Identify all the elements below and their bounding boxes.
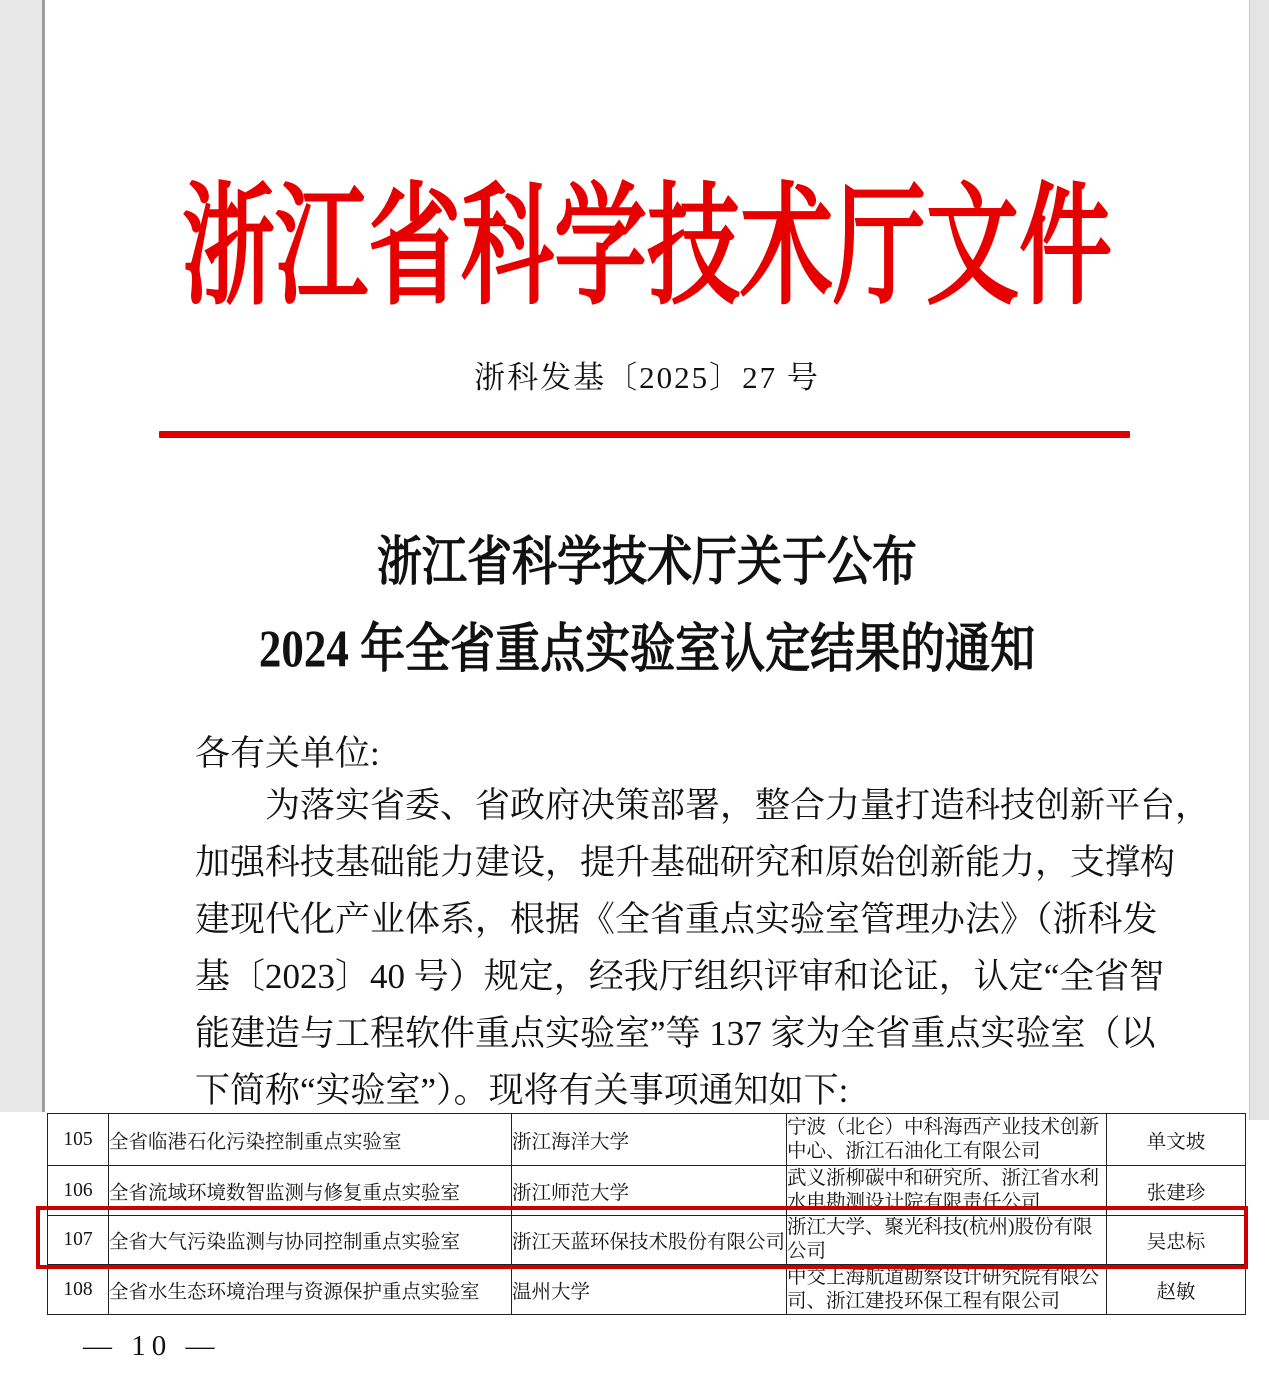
cell-director: 张建珍	[1107, 1166, 1246, 1216]
document-page	[45, 0, 1249, 1112]
lab-results-table	[47, 1113, 1246, 1315]
cell-director: 赵敏	[1107, 1265, 1246, 1315]
cell-director: 吴忠标	[1107, 1216, 1246, 1265]
notice-title-line1: 浙江省科学技术厅关于公布	[376, 532, 917, 592]
desktop-background-right	[1249, 0, 1269, 1120]
body-line: 建现代化产业体系，根据《全省重点实验室管理办法》（浙科发	[195, 900, 1158, 939]
cell-row-number: 107	[48, 1216, 109, 1265]
table-row	[48, 1114, 1246, 1166]
red-letterhead-title: 浙江省科学技术厅文件	[182, 175, 1112, 322]
cell-institution: 浙江海洋大学	[512, 1114, 787, 1166]
desktop-background-left	[0, 0, 45, 1112]
notice-title-line2: 2024 年全省重点实验室认定结果的通知	[258, 619, 1036, 679]
body-line: 基〔2023〕40 号）规定，经我厅组织评审和论证，认定“全省智	[195, 957, 1165, 996]
body-line: 下简称“实验室”）。现将有关事项通知如下:	[195, 1071, 849, 1110]
salutation: 各有关单位:	[195, 734, 380, 773]
lab-results-table-section	[47, 1113, 1245, 1315]
cell-institution: 浙江天蓝环保技术股份有限公司	[512, 1216, 787, 1265]
document-body	[195, 781, 1211, 1123]
table-row-highlighted	[48, 1216, 1246, 1265]
cell-partners: 宁波（北仑）中科海西产业技术创新中心、浙江石油化工有限公司	[787, 1114, 1107, 1166]
cell-row-number: 106	[48, 1166, 109, 1216]
cell-lab-name: 全省大气污染监测与协同控制重点实验室	[109, 1216, 512, 1265]
cell-row-number: 105	[48, 1114, 109, 1166]
table-row	[48, 1265, 1246, 1315]
body-line: 为落实省委、省政府决策部署，整合力量打造科技创新平台，	[265, 786, 1211, 825]
document-number: 浙科发基〔2025〕27 号	[474, 360, 820, 395]
cell-partners: 浙江大学、聚光科技(杭州)股份有限公司	[787, 1216, 1107, 1265]
cell-lab-name: 全省流域环境数智监测与修复重点实验室	[109, 1166, 512, 1216]
cell-institution: 浙江师范大学	[512, 1166, 787, 1216]
cell-lab-name: 全省临港石化污染控制重点实验室	[109, 1114, 512, 1166]
page-number: — 10 —	[83, 1330, 221, 1362]
body-line: 能建造与工程软件重点实验室”等 137 家为全省重点实验室（以	[195, 1014, 1156, 1053]
cell-partners: 武义浙柳碳中和研究所、浙江省水利水电勘测设计院有限责任公司	[787, 1166, 1107, 1216]
cell-institution: 温州大学	[512, 1265, 787, 1315]
cell-director: 单文坡	[1107, 1114, 1246, 1166]
body-line: 加强科技基础能力建设，提升基础研究和原始创新能力，支撑构	[195, 843, 1176, 882]
cell-partners: 中交上海航道勘察设计研究院有限公司、浙江建投环保工程有限公司	[787, 1265, 1107, 1315]
table-row	[48, 1166, 1246, 1216]
notice-title	[45, 518, 1249, 679]
cell-lab-name: 全省水生态环境治理与资源保护重点实验室	[109, 1265, 512, 1315]
cell-row-number: 108	[48, 1265, 109, 1315]
red-divider-rule	[159, 431, 1130, 438]
